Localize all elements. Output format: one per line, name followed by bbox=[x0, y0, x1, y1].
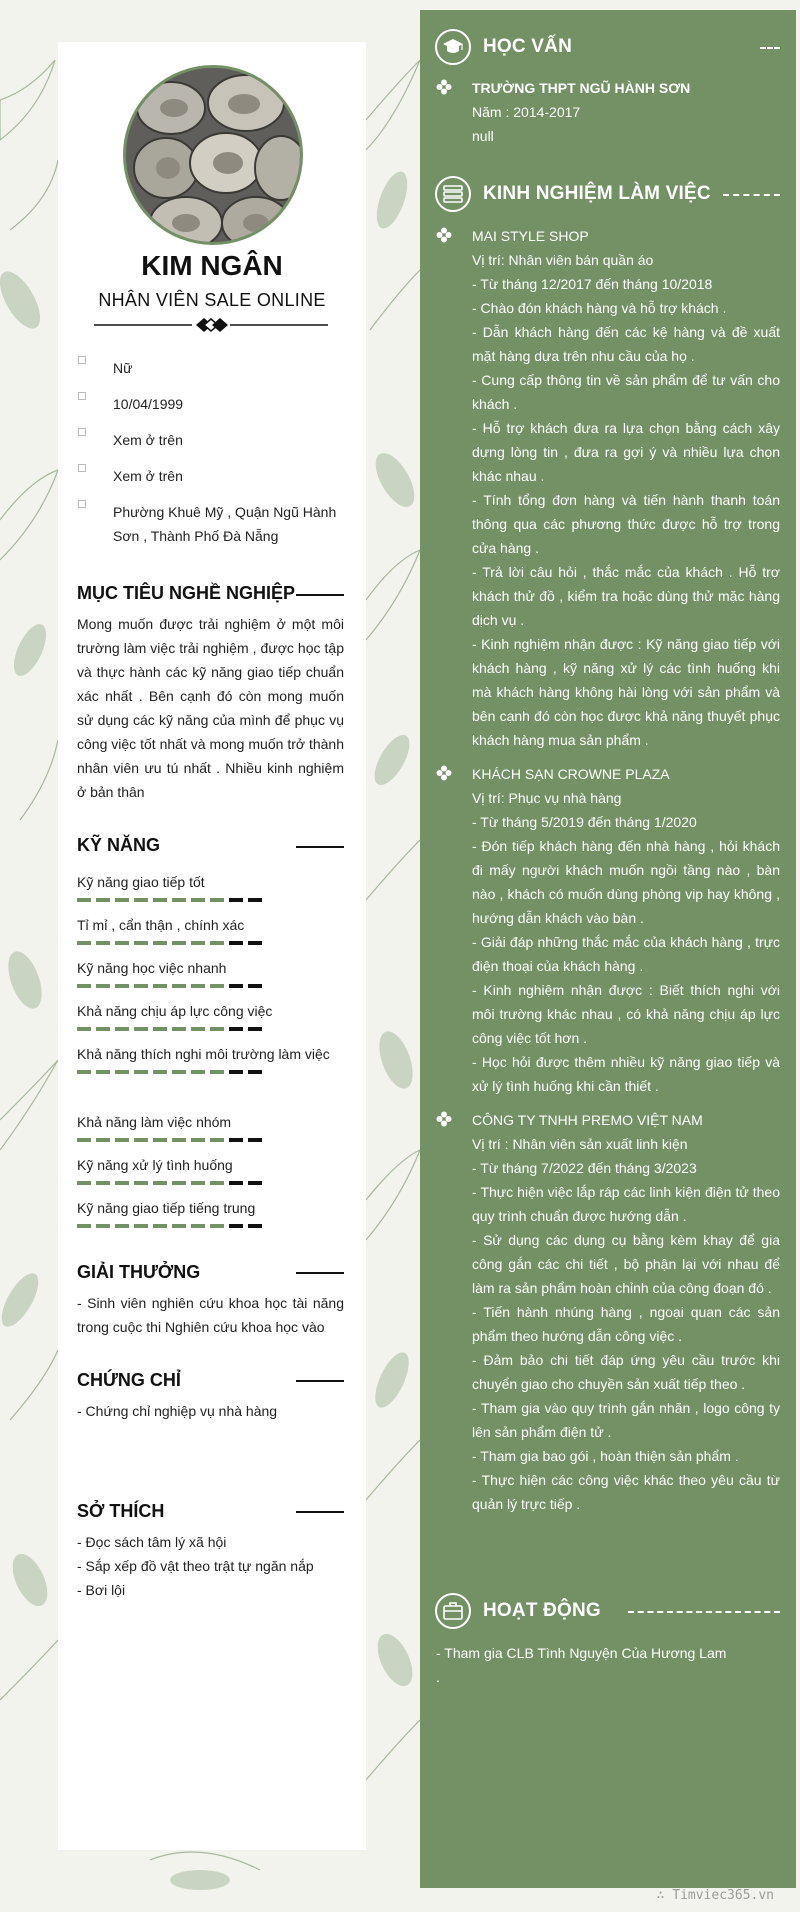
activity-text: - Tham gia CLB Tình Nguyện Của Hương Lam bbox=[436, 1645, 727, 1661]
hobbies-title: SỞ THÍCH bbox=[77, 1501, 165, 1521]
flower-icon bbox=[436, 1111, 452, 1127]
objective-title-line bbox=[296, 594, 344, 596]
skill-segment-filled bbox=[210, 1138, 224, 1142]
skill-name: Kỹ năng xử lý tình huống bbox=[77, 1157, 233, 1173]
skill-segment-filled bbox=[172, 898, 186, 902]
skill-segment-filled bbox=[191, 1027, 205, 1031]
skill-segment-filled bbox=[191, 1070, 205, 1074]
experience-header bbox=[435, 176, 711, 212]
skill-segment-filled bbox=[172, 1070, 186, 1074]
activity-dot: . bbox=[436, 1669, 440, 1685]
skill-segment-filled bbox=[77, 898, 91, 902]
job-detail-line: - Kinh nghiệm nhận được : Kỹ năng giao tiếp với khách hàng , kỹ năng xử lý các tình huống khi mà khách hàng không hài lòng với sản phẩm và bên cạnh đó còn học được khả năng thuyết phục khách hàng mua sản phẩm . bbox=[472, 636, 780, 748]
skill-segment-filled bbox=[115, 984, 129, 988]
skill-segment-filled bbox=[134, 1138, 148, 1142]
skill-level-bar bbox=[77, 898, 344, 902]
certificates-title-line bbox=[296, 1380, 344, 1382]
skill-name: Khả năng chịu áp lực công việc bbox=[77, 1003, 273, 1019]
skill-level-bar bbox=[77, 941, 344, 945]
skill-segment-empty bbox=[229, 1138, 243, 1142]
square-bullet-icon bbox=[78, 428, 86, 436]
awards-text: - Sinh viên nghiên cứu khoa học tài năng trong cuộc thi Nghiên cứu khoa học vào bbox=[77, 1295, 344, 1335]
job-detail-line: - Từ tháng 5/2019 đến tháng 1/2020 bbox=[472, 814, 697, 830]
skill-segment-filled bbox=[96, 1224, 110, 1228]
skill-level-bar bbox=[77, 1027, 344, 1031]
skill-segment-filled bbox=[134, 984, 148, 988]
job-detail-line: - Từ tháng 7/2022 đến tháng 3/2023 bbox=[472, 1160, 697, 1176]
skill-segment-filled bbox=[77, 1070, 91, 1074]
skill-segment-filled bbox=[115, 1224, 129, 1228]
info-address: Phường Khuê Mỹ , Quận Ngũ Hành Sơn , Thành Phố Đà Nẵng bbox=[78, 500, 348, 548]
education-header bbox=[435, 29, 572, 65]
skill-segment-empty bbox=[229, 941, 243, 945]
flower-icon bbox=[436, 765, 452, 781]
skill-item bbox=[77, 999, 344, 1031]
skill-segment-filled bbox=[191, 898, 205, 902]
watermark: ∴ Timviec365.vn bbox=[656, 1888, 774, 1903]
job-detail-line: - Kinh nghiệm nhận được : Biết thích nghi với môi trường khác nhau , có khả năng chịu áp lực công việc tốt hơn . bbox=[472, 982, 780, 1046]
skill-segment-filled bbox=[115, 898, 129, 902]
skill-segment-empty bbox=[248, 1027, 262, 1031]
skill-segment-filled bbox=[77, 1181, 91, 1185]
skill-segment-filled bbox=[96, 1070, 110, 1074]
certificates-title: CHỨNG CHỈ bbox=[77, 1370, 181, 1390]
info-email: Xem ở trên bbox=[78, 464, 348, 488]
skill-segment-filled bbox=[96, 898, 110, 902]
skill-segment-filled bbox=[153, 1181, 167, 1185]
skill-segment-empty bbox=[248, 1138, 262, 1142]
skill-segment-filled bbox=[77, 1027, 91, 1031]
skill-level-bar bbox=[77, 1070, 344, 1074]
job-entry bbox=[436, 224, 780, 752]
avatar bbox=[123, 65, 303, 245]
skill-segment-filled bbox=[210, 898, 224, 902]
job-detail-line: Vị trí : Nhân viên sản xuất linh kiện bbox=[472, 1136, 688, 1152]
skills-title-line bbox=[296, 846, 344, 848]
skill-segment-empty bbox=[248, 941, 262, 945]
skill-segment-empty bbox=[248, 1224, 262, 1228]
job-detail-line: - Sử dụng các dụng cụ bằng kèm khay để gia công gắn các chi tiết , bộ phận lại với nhau để làm ra sản phẩm hoàn chỉnh của công đoạn đó . bbox=[472, 1232, 780, 1296]
job-detail-line: Vị trí: Nhân viên bán quần áo bbox=[472, 252, 654, 268]
skill-segment-filled bbox=[191, 984, 205, 988]
skill-segment-filled bbox=[210, 1181, 224, 1185]
square-bullet-icon bbox=[78, 464, 86, 472]
skill-segment-filled bbox=[191, 1224, 205, 1228]
skill-segment-filled bbox=[134, 1070, 148, 1074]
skill-segment-empty bbox=[248, 984, 262, 988]
certificates-text: - Chứng chỉ nghiệp vụ nhà hàng bbox=[77, 1403, 278, 1419]
job-detail-line: - Tham gia vào quy trình gắn nhãn , logo công ty lên sản phẩm điện tử . bbox=[472, 1400, 780, 1440]
skill-segment-filled bbox=[134, 941, 148, 945]
skill-segment-filled bbox=[153, 1027, 167, 1031]
education-title: HỌC VẤN bbox=[483, 36, 573, 57]
skill-level-bar bbox=[77, 1138, 344, 1142]
skill-segment-filled bbox=[210, 941, 224, 945]
info-gender: Nữ bbox=[78, 356, 348, 380]
square-bullet-icon bbox=[78, 500, 86, 508]
hobby-item: - Đọc sách tâm lý xã hội bbox=[77, 1534, 227, 1550]
skill-segment-filled bbox=[172, 1224, 186, 1228]
skill-segment-filled bbox=[115, 941, 129, 945]
skill-segment-filled bbox=[134, 1027, 148, 1031]
skill-name: Khả năng thích nghi môi trường làm việc bbox=[77, 1046, 330, 1062]
job-title: NHÂN VIÊN SALE ONLINE bbox=[98, 290, 326, 310]
skill-segment-empty bbox=[229, 1027, 243, 1031]
skill-segment-empty bbox=[229, 898, 243, 902]
skill-segment-filled bbox=[172, 941, 186, 945]
info-birthdate: 10/04/1999 bbox=[78, 392, 348, 416]
briefcase-icon bbox=[435, 1593, 471, 1629]
job-detail-line: - Tham gia bao gói , hoàn thiện sản phẩm . bbox=[472, 1448, 739, 1464]
activities-entry bbox=[436, 1641, 780, 1689]
skill-segment-filled bbox=[96, 984, 110, 988]
job-detail-line: - Tiến hành nhúng hàng , ngoại quan các sản phẩm theo hướng dẫn công việc . bbox=[472, 1304, 780, 1344]
job-detail-line: Vị trí: Phục vụ nhà hàng bbox=[472, 790, 622, 806]
skill-segment-filled bbox=[115, 1181, 129, 1185]
company-name: CÔNG TY TNHH PREMO VIỆT NAM bbox=[472, 1112, 703, 1128]
full-name: KIM NGÂN bbox=[141, 250, 283, 281]
job-detail-line: - Trả lời câu hỏi , thắc mắc của khách . Hỗ trợ khách thử đồ , kiểm tra hoặc dùng thử mặc hàng dịch vụ . bbox=[472, 564, 780, 628]
skill-segment-filled bbox=[191, 941, 205, 945]
skill-segment-filled bbox=[115, 1070, 129, 1074]
activities-title: HOẠT ĐỘNG bbox=[483, 1600, 601, 1621]
skill-segment-empty bbox=[229, 1181, 243, 1185]
school-years: Năm : 2014-2017 bbox=[472, 104, 581, 120]
hobbies-list bbox=[77, 1530, 347, 1602]
job-detail-line: - Chào đón khách hàng và hỗ trợ khách . bbox=[472, 300, 727, 316]
skill-segment-empty bbox=[248, 898, 262, 902]
skill-name: Khả năng làm việc nhóm bbox=[77, 1114, 232, 1130]
objective-title: MỤC TIÊU NGHỀ NGHIỆP bbox=[77, 583, 296, 603]
hobby-item: - Sắp xếp đồ vật theo trật tự ngăn nắp bbox=[77, 1558, 314, 1574]
skill-segment-filled bbox=[77, 984, 91, 988]
skill-item bbox=[77, 913, 344, 945]
objective-text: Mong muốn được trải nghiệm ở một môi trường làm việc trải nghiệm , được học tập và thực hành các kỹ năng giao tiếp chuẩn xác nhất . Bên cạnh đó còn mong muốn sử dụng các kỹ năng của mình để phục vụ công việc tốt nhất và mong muốn trở thành nhân viên ưu tú nhất . Nhiều kinh nghiệm ở bản thân bbox=[77, 616, 344, 800]
school-name: TRƯỜNG THPT NGŨ HÀNH SƠN bbox=[472, 80, 691, 96]
skill-segment-filled bbox=[134, 898, 148, 902]
skill-name: Kỹ năng học việc nhanh bbox=[77, 960, 227, 976]
job-detail-line: - Thực hiện việc lắp ráp các linh kiện điện tử theo quy trình chuẩn được hướng dẫn . bbox=[472, 1184, 780, 1224]
company-name: KHÁCH SẠN CROWNE PLAZA bbox=[472, 766, 670, 782]
square-bullet-icon bbox=[78, 392, 86, 400]
skill-item bbox=[77, 1042, 344, 1074]
flower-icon bbox=[436, 79, 452, 95]
skill-segment-filled bbox=[210, 1224, 224, 1228]
skill-segment-filled bbox=[172, 984, 186, 988]
book-stack-icon bbox=[435, 176, 471, 212]
skill-name: Kỹ năng giao tiếp tốt bbox=[77, 874, 205, 890]
job-detail-line: - Thực hiện các công việc khác theo yêu cầu từ quản lý trực tiếp . bbox=[472, 1472, 780, 1512]
job-detail-line: - Đảm bảo chi tiết đáp ứng yêu cầu trước khi chuyển giao cho chuyền sản xuất tiếp theo . bbox=[472, 1352, 780, 1392]
skill-segment-filled bbox=[153, 1138, 167, 1142]
graduation-cap-icon bbox=[435, 29, 471, 65]
skill-segment-filled bbox=[153, 1070, 167, 1074]
hobby-item: - Bơi lội bbox=[77, 1582, 126, 1598]
education-entry bbox=[436, 76, 780, 148]
job-detail-line: - Tính tổng đơn hàng và tiến hành thanh toán thông qua các phương thức được hỗ trợ trong cửa hàng . bbox=[472, 492, 780, 556]
job-detail-line: - Hỗ trợ khách đưa ra lựa chọn bằng cách xây dựng lòng tin , đưa ra gợi ý và nhiều lựa chọn khác nhau . bbox=[472, 420, 780, 484]
job-detail-line: - Dẫn khách hàng đến các kệ hàng và đề xuất mặt hàng dựa trên nhu cầu của họ . bbox=[472, 324, 780, 364]
skill-name: Kỹ năng giao tiếp tiếng trung bbox=[77, 1200, 256, 1216]
skill-segment-filled bbox=[96, 941, 110, 945]
personal-info-list bbox=[78, 356, 348, 560]
skill-segment-filled bbox=[172, 1027, 186, 1031]
skill-segment-filled bbox=[134, 1181, 148, 1185]
education-title-dash bbox=[760, 47, 780, 49]
skill-segment-empty bbox=[248, 1070, 262, 1074]
hobbies-title-line bbox=[296, 1511, 344, 1513]
skill-segment-filled bbox=[77, 941, 91, 945]
skill-segment-filled bbox=[153, 984, 167, 988]
experience-title-dash bbox=[723, 194, 780, 196]
skill-segment-filled bbox=[134, 1224, 148, 1228]
skill-segment-filled bbox=[96, 1138, 110, 1142]
skill-item bbox=[77, 956, 344, 988]
skill-level-bar bbox=[77, 1181, 344, 1185]
skill-item bbox=[77, 1153, 344, 1185]
name-divider bbox=[94, 316, 328, 334]
skill-segment-filled bbox=[153, 941, 167, 945]
skill-segment-filled bbox=[172, 1181, 186, 1185]
skill-segment-filled bbox=[115, 1027, 129, 1031]
activities-title-dash bbox=[628, 1611, 780, 1613]
square-bullet-icon bbox=[78, 356, 86, 364]
skill-level-bar bbox=[77, 1224, 344, 1228]
skill-segment-filled bbox=[210, 984, 224, 988]
awards-title: GIẢI THƯỞNG bbox=[77, 1262, 201, 1282]
skill-segment-filled bbox=[191, 1181, 205, 1185]
job-entry bbox=[436, 1108, 780, 1516]
skill-item bbox=[77, 1110, 344, 1142]
job-detail-line: - Giải đáp những thắc mắc của khách hàng , trực điện thoại của khách hàng . bbox=[472, 934, 780, 974]
skills-title: KỸ NĂNG bbox=[77, 835, 161, 855]
skill-segment-filled bbox=[153, 898, 167, 902]
job-detail-line: - Từ tháng 12/2017 đến tháng 10/2018 bbox=[472, 276, 713, 292]
job-detail-line: - Học hỏi được thêm nhiều kỹ năng giao tiếp và xử lý tình huống khi cần thiết . bbox=[472, 1054, 780, 1094]
school-note: null bbox=[472, 128, 494, 144]
skill-segment-filled bbox=[153, 1224, 167, 1228]
job-detail-line: - Đón tiếp khách hàng đến nhà hàng , hỏi khách đi mấy người khách muốn ngồi tầng nào , bàn nào , khách có muốn dùng phòng vip hay không , hướng dẫn khách vào bàn . bbox=[472, 838, 780, 926]
skill-level-bar bbox=[77, 984, 344, 988]
job-detail-line: - Cung cấp thông tin về sản phẩm để tư vấn cho khách . bbox=[472, 372, 780, 412]
company-name: MAI STYLE SHOP bbox=[472, 228, 589, 244]
skill-segment-filled bbox=[77, 1138, 91, 1142]
skill-name: Tỉ mỉ , cẩn thận , chính xác bbox=[77, 917, 245, 933]
skill-segment-filled bbox=[77, 1224, 91, 1228]
oysters-photo bbox=[126, 68, 303, 245]
flower-icon bbox=[436, 227, 452, 243]
skill-item bbox=[77, 1196, 344, 1228]
skill-segment-filled bbox=[115, 1138, 129, 1142]
skill-segment-filled bbox=[191, 1138, 205, 1142]
skill-segment-empty bbox=[229, 984, 243, 988]
skill-segment-filled bbox=[172, 1138, 186, 1142]
job-entry bbox=[436, 762, 780, 1098]
skill-segment-filled bbox=[96, 1027, 110, 1031]
skill-segment-empty bbox=[248, 1181, 262, 1185]
skill-segment-filled bbox=[210, 1027, 224, 1031]
skill-segment-filled bbox=[210, 1070, 224, 1074]
skill-item bbox=[77, 870, 344, 902]
awards-title-line bbox=[296, 1272, 344, 1274]
experience-title: KINH NGHIỆM LÀM VIỆC bbox=[483, 183, 711, 204]
activities-header bbox=[435, 1593, 601, 1629]
skill-segment-empty bbox=[229, 1224, 243, 1228]
skill-segment-empty bbox=[229, 1070, 243, 1074]
skill-segment-filled bbox=[96, 1181, 110, 1185]
info-phone: Xem ở trên bbox=[78, 428, 348, 452]
